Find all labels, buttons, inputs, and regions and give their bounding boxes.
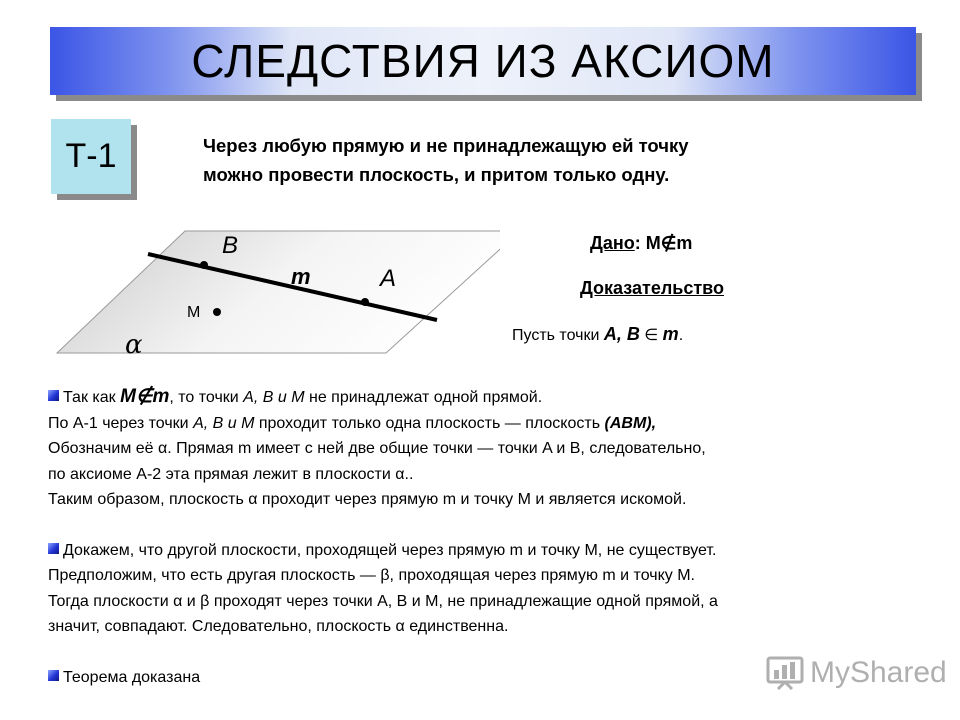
spacer [48, 513, 948, 538]
bullet-icon [48, 390, 59, 401]
watermark-text: MyShared [810, 656, 947, 689]
let-symbol: ∈ [639, 327, 663, 344]
point-m-dot [213, 308, 221, 316]
label-line-m: m [291, 264, 311, 289]
point-b-dot [200, 261, 208, 269]
body-line-8: Тогда плоскости α и β проходят через точки A, B и M, не принадлежащие одной прямой, а [48, 592, 718, 610]
body-text: Докажем, что другой плоскости, проходящей через прямую m и точку M, не существует. [63, 541, 717, 559]
body-points: A, B и M [193, 414, 255, 432]
proof-let-line [512, 324, 683, 345]
body-text: , то точки [169, 389, 244, 406]
watermark [766, 656, 947, 690]
given-statement [590, 233, 692, 254]
body-line-7: Предположим, что есть другая плоскость — β, проходящая через прямую m и точку M. [48, 567, 695, 584]
theorem-line-1: Через любую прямую и не принадлежащую ей точку [203, 135, 689, 156]
body-line-6 [48, 538, 948, 564]
let-prefix: Пусть точки [512, 327, 604, 344]
plane-alpha-shape [57, 231, 500, 353]
bullet-icon [48, 543, 59, 554]
theorem-statement [203, 131, 863, 189]
label-a: A [380, 265, 397, 292]
body-expression: M∉m [120, 386, 170, 407]
given-label: Дано [590, 233, 635, 253]
body-line-2 [48, 411, 948, 437]
let-points: A, B [603, 324, 640, 344]
theorem-badge: Т-1 [51, 119, 131, 194]
plane-figure [0, 220, 500, 370]
label-b: B [222, 232, 239, 259]
body-line-4: по аксиоме А-2 эта прямая лежит в плоскости α.. [48, 465, 414, 483]
given-colon: : [634, 233, 641, 253]
theorem-line-2: можно провести плоскость, и притом только одну. [203, 164, 670, 185]
let-line: m [662, 324, 679, 344]
bullet-icon [48, 670, 59, 681]
body-points: A, B и M [243, 389, 305, 406]
body-text: Так как [63, 389, 121, 406]
label-alpha: α [125, 330, 143, 360]
body-text: Теорема доказана [63, 668, 201, 686]
page-title: СЛЕДСТВИЯ ИЗ АКСИОМ [191, 35, 775, 87]
body-text: По А-1 через точки [48, 414, 194, 432]
body-line-9: значит, совпадают. Следовательно, плоскость α единственна. [48, 618, 509, 635]
body-plane: (ABM), [604, 414, 657, 432]
title-bar [50, 27, 916, 95]
body-line-3: Обозначим её α. Прямая m имеет с ней две общие точки — точки A и B, следовательно, [48, 440, 706, 457]
proof-title: Доказательство [580, 278, 724, 298]
label-m-point: M [187, 304, 201, 321]
presentation-icon [766, 656, 804, 690]
body-text: не принадлежат одной прямой. [304, 389, 543, 406]
point-a-dot [361, 298, 369, 306]
proof-body [48, 384, 948, 690]
body-text: проходит только одна плоскость — плоскость [254, 414, 605, 432]
body-line-5: Таким образом, плоскость α проходит через прямую m и точку M и является искомой. [48, 491, 687, 508]
let-end: . [678, 327, 684, 344]
body-line-1 [48, 384, 948, 411]
given-expression: M∉m [645, 233, 693, 253]
